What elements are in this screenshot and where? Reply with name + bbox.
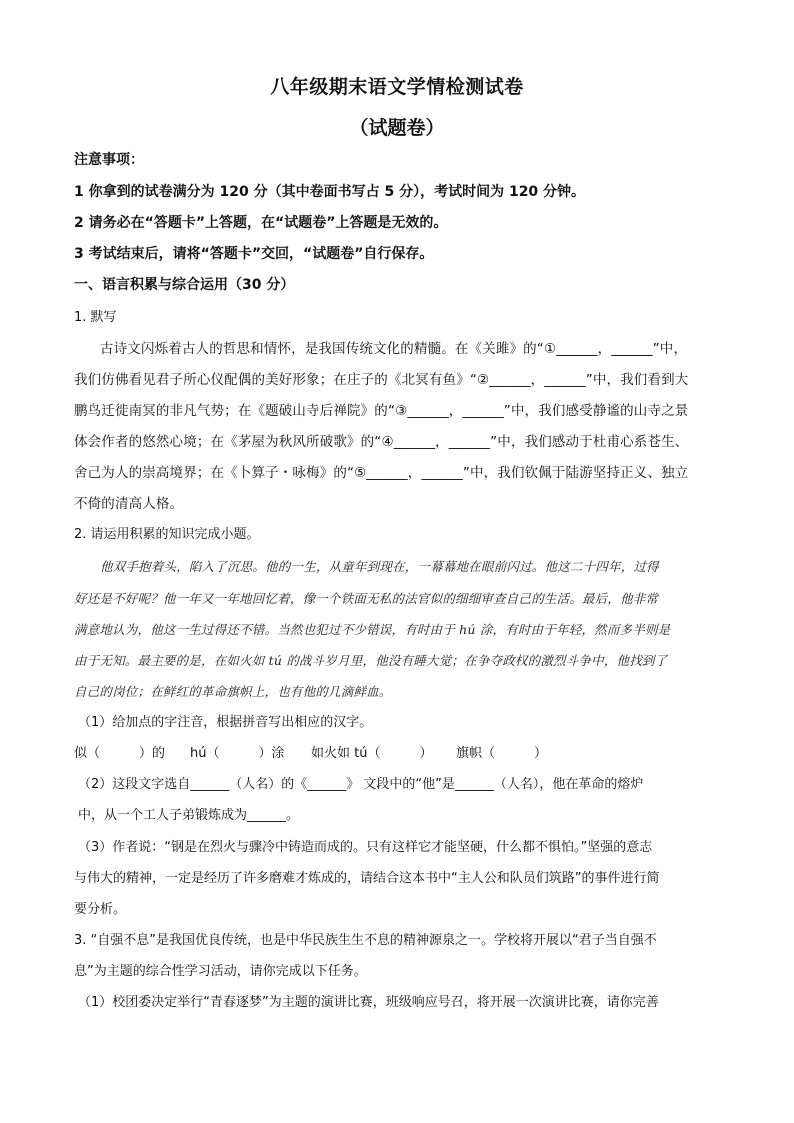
question-1-line: 鹏鸟迁徙南冥的非凡气势；在《题破山寺后禅院》的“③______，______”中，我们感受静谧的山寺之景 — [74, 403, 689, 419]
question-2-label: 2. 请运用积累的知识完成小题。 — [74, 527, 260, 542]
subquestion-3-line: 与伟大的精神，一定是经历了许多磨难才炼成的，请结合这本书中“主人公和队员们筑路”的事件进行简 — [74, 871, 660, 886]
notes-heading: 注意事项： — [74, 152, 144, 168]
page-subtitle: （试题卷） — [349, 117, 445, 139]
subquestion-2-line: （2）这段文字选自______（人名）的《______》 文段中的“他”是______（人名），他在革命的熔炉 — [78, 777, 644, 792]
pinyin-item-1: 似（ ）的 — [74, 746, 166, 761]
passage-line: 自己的岗位；在鲜红的革命旗帜上，也有他的几滴鲜血。 — [74, 684, 392, 699]
subquestion-1: （1）给加点的字注音，根据拼音写出相应的汉字。 — [78, 715, 373, 730]
question-1-line: 古诗文闪烁着古人的哲思和情怀，是我国传统文化的精髓。在《关雎》的“①______，______”中， — [100, 341, 688, 357]
subquestion-3-line: （3）作者说：“钢是在烈火与骤冷中铸造而成的。只有这样它才能坚硬，什么都不惧怕。”坚强的意志 — [78, 840, 653, 855]
subquestion-3-line: 要分析。 — [74, 902, 127, 917]
passage-line: 由于无知。最主要的是，在如火如 tú 的战斗岁月里，他没有睡大觉；在争夺政权的激烈斗争中，他找到了 — [74, 653, 668, 668]
passage-line: 满意地认为，他这一生过得还不错。当然也犯过不少错误，有时由于 hú 涂，有时由于年轻，然而多半则是 — [74, 622, 671, 637]
question-1-line: 体会作者的悠然心境；在《茅屋为秋风所破歌》的“④______，______”中，我们感动于杜甫心系苍生、 — [74, 434, 689, 450]
notes-item-1: 1 你拿到的试卷满分为 120 分（其中卷面书写占 5 分），考试时间为 120 分钟。 — [74, 184, 586, 200]
question-3-line: 3. “自强不息”是我国优良传统，也是中华民族生生不息的精神源泉之一。学校将开展以“君子当自强不 — [74, 933, 657, 948]
pinyin-item-3: 如火如 tú（ ） — [311, 746, 433, 761]
pinyin-item-2: hú（ ）涂 — [190, 746, 285, 761]
passage-line: 他双手抱着头，陷入了沉思。他的一生，从童年到现在，一幕幕地在眼前闪过。他这二十四年，过得 — [100, 559, 659, 574]
question-1-line: 舍己为人的崇高境界；在《卜算子・咏梅》的“⑤______，______”中，我们钦佩于陆游坚持正义、独立 — [74, 465, 689, 481]
question-1-line: 我们仿佛看见君子所心仪配偶的美好形象；在庄子的《北冥有鱼》“②______，______”中，我们看到大 — [74, 372, 689, 388]
subquestion-2-line: 中，从一个工人子弟锻炼成为______。 — [78, 808, 300, 823]
question-3-line: 息”为主题的综合性学习活动，请你完成以下任务。 — [74, 964, 367, 979]
question-3-subquestion-1: （1）校团委决定举行“青春逐梦”为主题的演讲比赛，班级响应号召，将开展一次演讲比赛，请你完善 — [78, 995, 659, 1010]
question-1-line: 不倚的清高人格。 — [74, 496, 184, 512]
question-1-label: 1. 默写 — [74, 310, 117, 325]
notes-item-2: 2 请务必在“答题卡”上答题，在“试题卷”上答题是无效的。 — [74, 215, 448, 231]
page-title: 八年级期末语文学情检测试卷 — [270, 76, 524, 98]
passage-line: 好还是不好呢？他一年又一年地回忆着，像一个铁面无私的法官似的细细审查自己的生活。最后，他非常 — [74, 591, 659, 606]
pinyin-item-4: 旗帜（ ） — [456, 746, 548, 761]
notes-item-3: 3 考试结束后，请将“答题卡”交回，“试题卷”自行保存。 — [74, 246, 434, 262]
section-heading: 一、语言积累与综合运用（30 分） — [74, 277, 295, 293]
